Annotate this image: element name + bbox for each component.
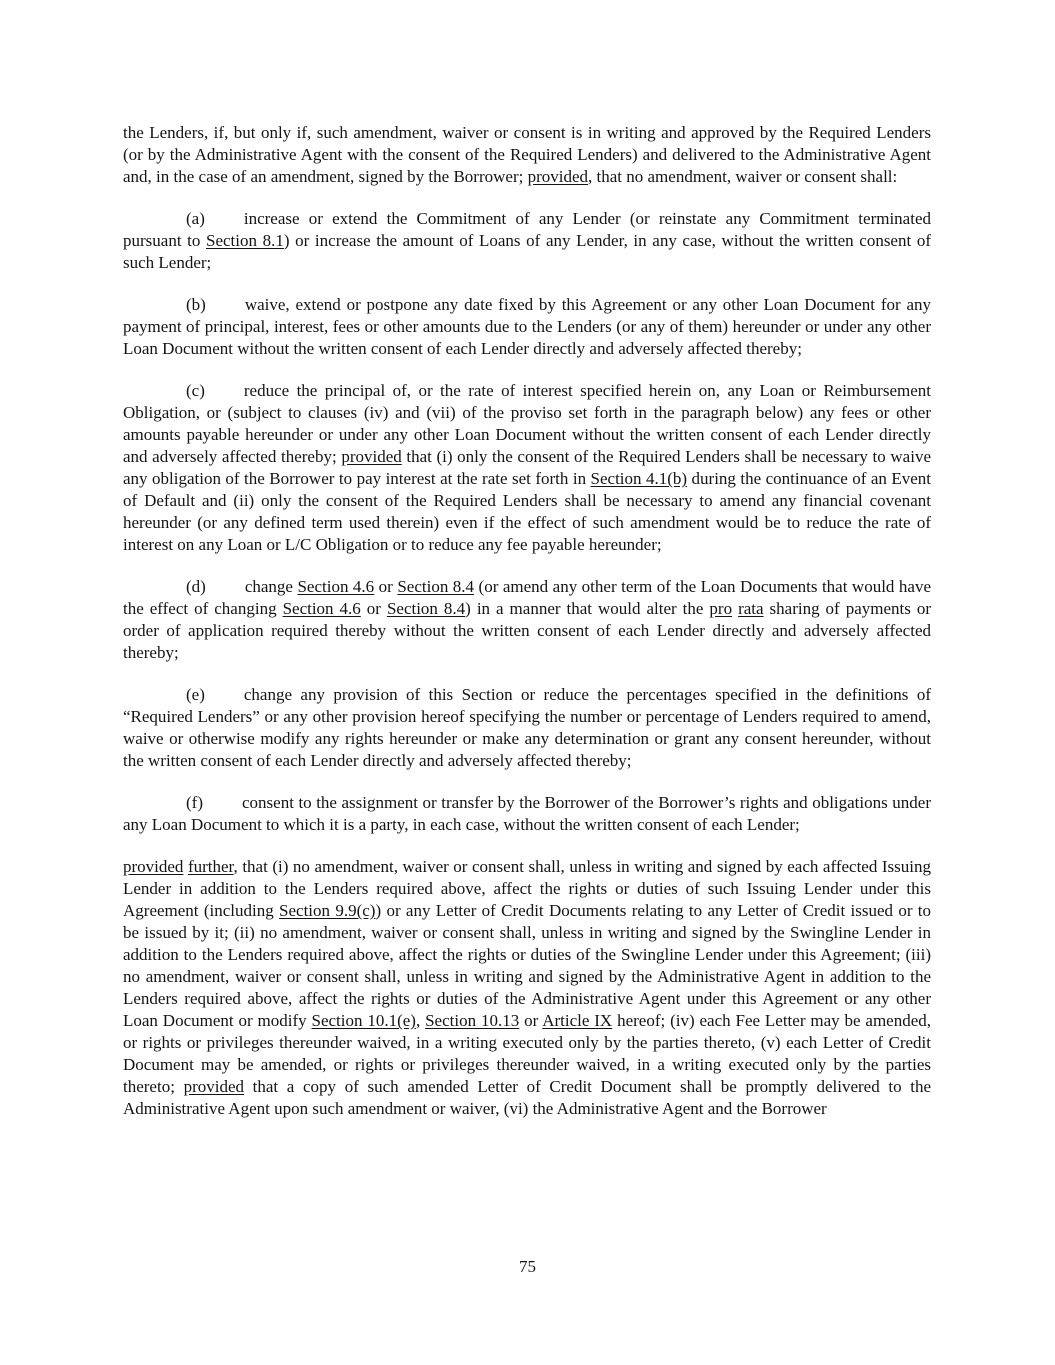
- text-segment: ) in a manner that would alter the: [465, 599, 710, 618]
- underlined-term: provided: [527, 167, 589, 186]
- text-segment: change any provision of this Section or reduce the percentages specified in the definitions of “Required Lenders” or any other provision hereof specifying the number or percentage of Lenders required to amend, waive or otherwise modify any rights hereunder or make any determination or grant any consent hereunder, without the written consent of each Lender directly and adversely affected thereby;: [123, 685, 931, 770]
- text-segment: hereof; (iv) each Fee Letter may be amended, or rights or privileges thereunder waived, in a writing executed only by the parties thereto, (v) each Letter of Credit Document may be amended, or rights or privileges thereunder waived, in a writing executed only by the parties thereto;: [123, 1011, 932, 1096]
- underlined-term: Section 4.1(b): [590, 469, 688, 488]
- underlined-term: Section 4.6: [297, 577, 375, 596]
- underlined-term: further: [187, 857, 234, 876]
- underlined-term: Section 8.1: [206, 231, 284, 250]
- underlined-term: Section 10.13: [425, 1011, 520, 1030]
- text-segment: ) or increase the amount of Loans of any Lender, in any case, without the written consent of such Lender;: [123, 231, 931, 272]
- lettered-paragraph: [123, 684, 931, 772]
- paragraph: [123, 856, 931, 1120]
- text-segment: or: [374, 577, 398, 596]
- text-segment: that (i) only the consent of the Required Lenders shall be necessary to waive any obligation of the Borrower to pay interest at the rate set forth in: [123, 447, 931, 488]
- text-segment: reduce the principal of, or the rate of interest specified herein on, any Loan or Reimbursement Obligation, or (subject to clauses (iv) and (vii) of the proviso set forth in the paragraph below) any fees or other amounts payable hereunder or under any other Loan Document without the written consent of each Lender directly and adversely affected thereby;: [123, 381, 931, 466]
- text-segment: ,: [415, 1011, 426, 1030]
- paragraph-label: (f): [186, 793, 203, 812]
- underlined-term: Article IX: [542, 1011, 613, 1030]
- underlined-term: provided: [123, 857, 184, 876]
- underlined-term: Section 8.4: [397, 577, 475, 596]
- text-segment: sharing of payments or order of application required thereby without the written consent of each Lender directly and adversely affected thereby;: [123, 599, 931, 662]
- text-segment: during the continuance of an Event of Default and (ii) only the consent of the Required Lenders shall be necessary to amend any financial covenant hereunder (or any defined term used therein) even if the effect of such amendment would be to reduce the rate of interest on any Loan or L/C Obligation or to reduce any fee payable hereunder;: [123, 469, 931, 554]
- text-segment: or: [360, 599, 387, 618]
- page-number: 75: [519, 1257, 536, 1276]
- document-content: [123, 122, 931, 1140]
- underlined-term: Section 9.9(c): [279, 901, 376, 920]
- text-segment: or: [519, 1011, 543, 1030]
- underlined-term: Section 8.4: [386, 599, 466, 618]
- paragraph-label: (b): [186, 295, 206, 314]
- lettered-paragraph: [123, 576, 931, 664]
- paragraph-label: (c): [186, 381, 205, 400]
- text-segment: increase or extend the Commitment of any Lender (or reinstate any Commitment terminated pursuant to: [123, 209, 931, 250]
- underlined-term: Section 10.1(e): [311, 1011, 416, 1030]
- text-segment: , that (i) no amendment, waiver or consent shall, unless in writing and signed by each affected Issuing Lender in addition to the Lenders required above, affect the rights or duties of such Issuing Lender under this Agreement (including: [123, 857, 931, 920]
- underlined-term: rata: [738, 599, 764, 618]
- underlined-term: Section 4.6: [282, 599, 361, 618]
- text-segment: waive, extend or postpone any date fixed by this Agreement or any other Loan Document for any payment of principal, interest, fees or other amounts due to the Lenders (or any of them) hereunder or under any other Loan Document without the written consent of each Lender directly and adversely affected thereby;: [123, 295, 931, 358]
- text-segment: the Lenders, if, but only if, such amendment, waiver or consent is in writing and approved by the Required Lenders (or by the Administrative Agent with the consent of the Required Lenders) and delivered to the Administrative Agent and, in the case of an amendment, signed by the Borrower;: [123, 123, 931, 186]
- underlined-term: pro: [709, 599, 733, 618]
- underlined-term: provided: [183, 1077, 245, 1096]
- underlined-term: provided: [341, 447, 402, 466]
- paragraph-label: (e): [186, 685, 205, 704]
- text-segment: change: [244, 577, 298, 596]
- text-segment: that a copy of such amended Letter of Credit Document shall be promptly delivered to the Administrative Agent upon such amendment or waiver, (vi) the Administrative Agent and the Borrower: [123, 1077, 931, 1118]
- paragraph-label: (a): [186, 209, 205, 228]
- lettered-paragraph: [123, 294, 931, 360]
- lettered-paragraph: [123, 208, 931, 274]
- paragraph-label: (d): [186, 577, 206, 596]
- text-segment: ) or any Letter of Credit Documents relating to any Letter of Credit issued or to be issued by it; (ii) no amendment, waiver or consent shall, unless in writing and signed by the Swingline Lender in addition to the Lenders required above, affect the rights or duties of the Swingline Lender under this Agreement; (iii) no amendment, waiver or consent shall, unless in writing and signed by the Administrative Agent in addition to the Lenders required above, affect the rights or duties of the Administrative Agent under this Agreement or any other Loan Document or modify: [123, 901, 932, 1030]
- text-segment: (or amend any other term of the Loan Documents that would have the effect of changing: [123, 577, 931, 618]
- lettered-paragraph: [123, 380, 931, 556]
- paragraph: [123, 122, 931, 188]
- text-segment: consent to the assignment or transfer by the Borrower of the Borrower’s rights and obligations under any Loan Document to which it is a party, in each case, without the written consent of each Lender;: [123, 793, 931, 834]
- text-segment: , that no amendment, waiver or consent shall:: [588, 167, 898, 186]
- lettered-paragraph: [123, 792, 931, 836]
